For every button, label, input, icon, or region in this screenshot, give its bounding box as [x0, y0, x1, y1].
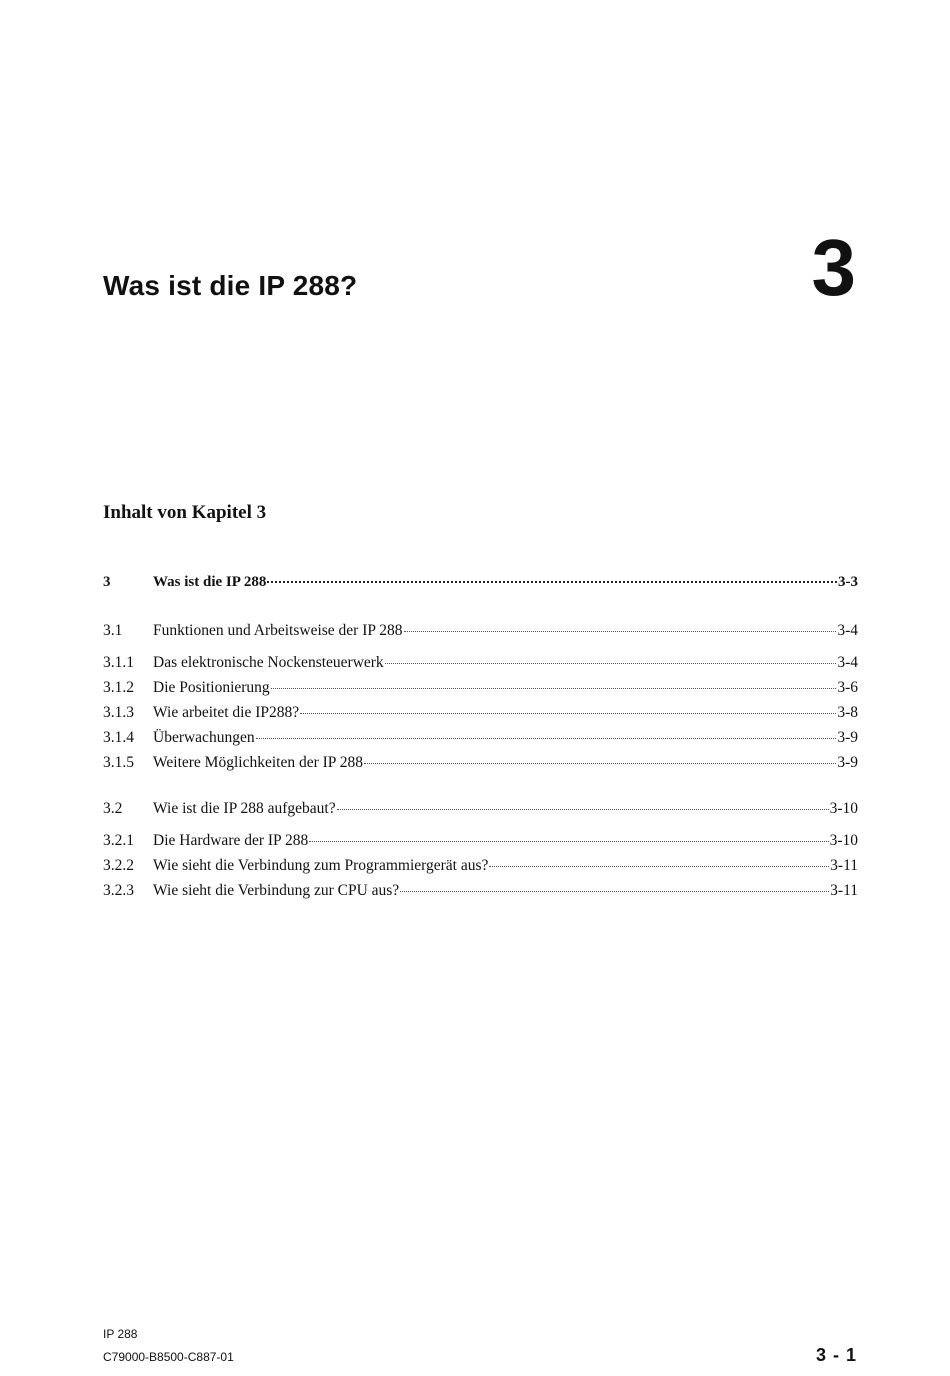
toc-entry-title: Das elektronische Nockensteuerwerk: [153, 654, 384, 671]
toc-entry-number: 3.1.4: [103, 729, 134, 746]
toc-entry-title: Wie ist die IP 288 aufgebaut?: [153, 800, 336, 817]
toc-entry-page: 3-6: [837, 679, 858, 696]
toc-entry-3[interactable]: [103, 570, 858, 595]
toc-entry-page: 3-9: [837, 729, 858, 746]
toc-entry-3-2-2[interactable]: [103, 853, 858, 878]
toc-entry-title: Funktionen und Arbeitsweise der IP 288: [153, 622, 403, 639]
chapter-title: Was ist die IP 288?: [103, 270, 358, 301]
spacer: [103, 643, 858, 650]
toc-entry-title: Weitere Möglichkeiten der IP 288: [153, 754, 363, 771]
toc-entry-3-1-5[interactable]: [103, 750, 858, 775]
toc-entry-number: 3.1.2: [103, 679, 134, 696]
footer-order-number: C79000-B8500-C887-01: [103, 1350, 234, 1364]
toc-entry-number: 3: [103, 574, 111, 590]
toc-entry-page: 3-4: [837, 654, 858, 671]
toc-entry-page: 3-11: [830, 882, 858, 899]
footer-page-number: 3 - 1: [815, 1345, 857, 1365]
dot-leader: [256, 737, 837, 739]
toc-entry-title: Wie sieht die Verbindung zum Programmiergerät aus?: [153, 857, 489, 874]
dot-leader: [400, 890, 829, 892]
toc-entry-title: Überwachungen: [153, 729, 255, 746]
toc-entry-3-2-1[interactable]: [103, 828, 858, 853]
dot-leader: [364, 762, 836, 764]
toc-entry-page: 3-11: [830, 857, 858, 874]
toc-entry-3-1-2[interactable]: [103, 675, 858, 700]
toc-entry-page: 3-3: [838, 574, 858, 590]
dot-leader: [309, 840, 828, 842]
chapter-number: 3: [811, 223, 856, 312]
toc-entry-3-1-1[interactable]: [103, 650, 858, 675]
toc-entry-number: 3.2: [103, 800, 123, 817]
table-of-contents: [103, 570, 858, 903]
toc-entry-title: Wie arbeitet die IP288?: [153, 704, 300, 721]
toc-entry-number: 3.1.5: [103, 754, 134, 771]
toc-entry-number: 3.1.3: [103, 704, 134, 721]
dot-leader: [271, 687, 837, 689]
toc-entry-3-2-3[interactable]: [103, 878, 858, 903]
toc-entry-3-2[interactable]: [103, 796, 858, 821]
toc-entry-page: 3-4: [837, 622, 858, 639]
dot-leader: [267, 580, 837, 583]
toc-entry-number: 3.2.1: [103, 832, 134, 849]
footer-product-name: IP 288: [103, 1327, 138, 1341]
spacer: [103, 821, 858, 828]
spacer: [103, 775, 858, 796]
toc-entry-number: 3.2.3: [103, 882, 134, 899]
toc-entry-title: Die Hardware der IP 288: [153, 832, 309, 849]
toc-entry-3-1[interactable]: [103, 618, 858, 643]
toc-entry-number: 3.1.1: [103, 654, 134, 671]
spacer: [103, 595, 858, 618]
toc-entry-3-1-4[interactable]: [103, 725, 858, 750]
dot-leader: [300, 712, 836, 714]
toc-entry-page: 3-8: [837, 704, 858, 721]
toc-heading: Inhalt von Kapitel 3: [103, 502, 267, 523]
toc-entry-3-1-3[interactable]: [103, 700, 858, 725]
toc-entry-page: 3-10: [829, 832, 858, 849]
toc-entry-page: 3-9: [837, 754, 858, 771]
dot-leader: [489, 865, 829, 867]
dot-leader: [404, 630, 837, 632]
toc-entry-title: Die Positionierung: [153, 679, 270, 696]
dot-leader: [385, 662, 837, 664]
toc-entry-number: 3.1: [103, 622, 123, 639]
toc-entry-number: 3.2.2: [103, 857, 134, 874]
dot-leader: [337, 808, 829, 810]
toc-entry-title: Wie sieht die Verbindung zur CPU aus?: [153, 882, 400, 899]
toc-entry-page: 3-10: [829, 800, 858, 817]
toc-entry-title: Was ist die IP 288: [153, 574, 267, 590]
